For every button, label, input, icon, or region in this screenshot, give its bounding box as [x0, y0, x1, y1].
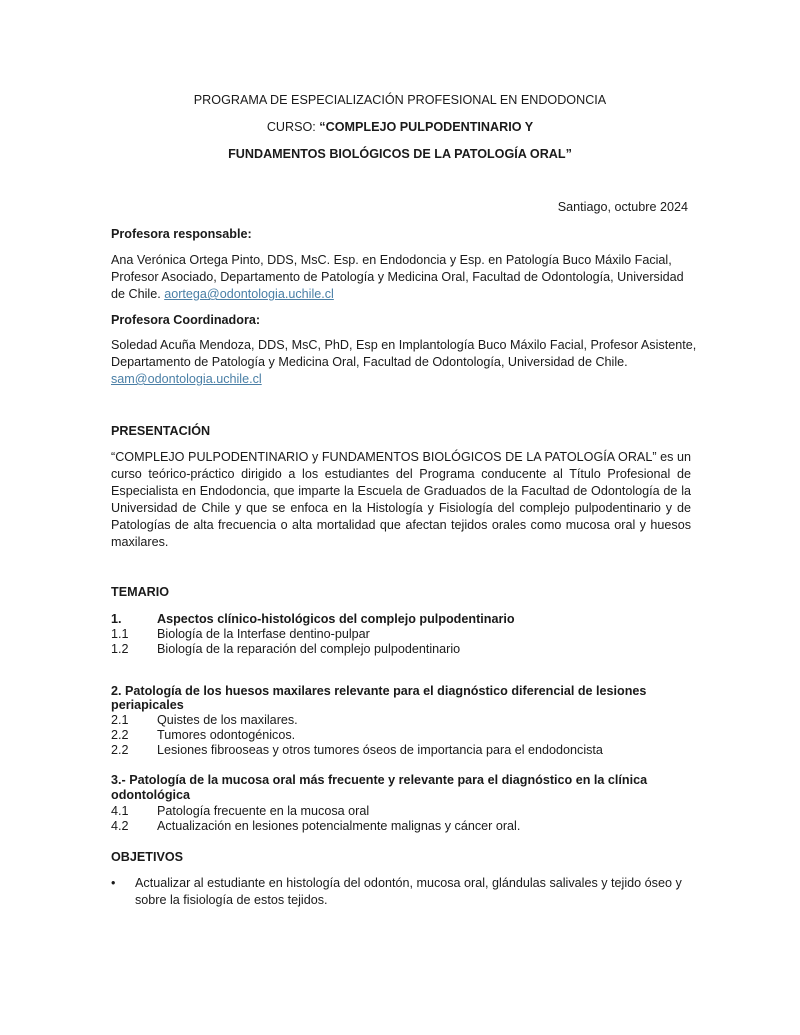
objetivo-text: Actualizar al estudiante en histología del odontón, mucosa oral, glándulas salivales y tejido óseo y sobre la fisiología de estos tejidos.	[135, 876, 682, 907]
item-number: 4.2	[111, 819, 129, 833]
course-name-part1: “COMPLEJO PULPODENTINARIO Y	[319, 120, 534, 134]
document-date: Santiago, octubre 2024	[557, 200, 688, 214]
temario-heading: TEMARIO	[111, 585, 170, 599]
section1-title-text: Aspectos clínico-histológicos del complejo pulpodentinario	[157, 612, 515, 626]
bullet-icon: •	[111, 876, 116, 890]
item-number: 2.1	[111, 713, 129, 727]
responsable-text: Ana Verónica Ortega Pinto, DDS, MsC. Esp. en Endodoncia y Esp. en Patología Buco Máxilo Facial, Profesor Asociado, Departamento de Patología y Medicina Oral, Facultad de Odontología, Universidad de Chile.	[111, 253, 684, 301]
presentacion-paragraph: “COMPLEJO PULPODENTINARIO y FUNDAMENTOS BIOLÓGICOS DE LA PATOLOGÍA ORAL” es un curso teórico-práctico dirigido a los estudiantes del Programa conducente al Título Profesional de Especialista en Endodoncia, que imparte la Escuela de Graduados de la Facultad de Odontología de la Universidad de Chile y que se enfoca en la Histología y Fisiología del complejo pulpodentinario y de Patologías de alta frecuencia o alta mortalidad que afectan tejidos orales como mucosa oral y huesos maxilares.	[111, 450, 691, 549]
responsable-heading: Profesora responsable:	[111, 227, 252, 241]
presentacion-heading: PRESENTACIÓN	[111, 424, 211, 438]
course-title-line1	[0, 119, 800, 136]
temario-section2-title-line1: 2. Patología de los huesos maxilares relevante para el diagnóstico diferencial de lesiones	[111, 684, 647, 698]
section1-number: 1.	[111, 612, 122, 626]
temario-section3-title-line2: odontológica	[111, 788, 191, 802]
temario-item	[111, 641, 701, 658]
coordinadora-email-link[interactable]: sam@odontologia.uchile.cl	[111, 372, 262, 386]
item-text: Patología frecuente en la mucosa oral	[157, 804, 370, 818]
program-title: PROGRAMA DE ESPECIALIZACIÓN PROFESIONAL EN ENDODONCIA	[193, 93, 607, 107]
coordinadora-text: Soledad Acuña Mendoza, DDS, MsC, PhD, Esp en Implantología Buco Máxilo Facial, Profesor Asistente, Departamento de Patología y Medicina Oral, Facultad de Odontología, Universidad de Chile.	[111, 338, 697, 369]
item-text: Biología de la reparación del complejo pulpodentinario	[157, 642, 461, 656]
coordinadora-heading: Profesora Coordinadora:	[111, 313, 261, 327]
temario-section2-title-line2: periapicales	[111, 698, 184, 712]
item-number: 1.2	[111, 642, 129, 656]
item-text: Actualización en lesiones potencialmente malignas y cáncer oral.	[157, 819, 521, 833]
item-number: 1.1	[111, 627, 129, 641]
item-text: Lesiones fibrooseas y otros tumores óseos de importancia para el endodoncista	[157, 743, 603, 757]
item-text: Biología de la Interfase dentino-pulpar	[157, 627, 370, 641]
item-number: 4.1	[111, 804, 129, 818]
objetivos-heading: OBJETIVOS	[111, 850, 184, 864]
responsable-email-link[interactable]: aortega@odontologia.uchile.cl	[164, 287, 334, 301]
temario-section3-title-line1: 3.- Patología de la mucosa oral más frecuente y relevante para el diagnóstico en la clínica	[111, 773, 648, 787]
temario-item	[111, 818, 701, 835]
course-title-line2: FUNDAMENTOS BIOLÓGICOS DE LA PATOLOGÍA ORAL”	[228, 147, 572, 161]
item-number: 2.2	[111, 728, 129, 742]
item-text: Tumores odontogénicos.	[157, 728, 296, 742]
responsable-paragraph	[111, 252, 697, 303]
course-prefix: CURSO:	[266, 120, 320, 134]
temario-item	[111, 742, 701, 759]
item-text: Quistes de los maxilares.	[157, 713, 298, 727]
coordinadora-paragraph	[111, 337, 697, 388]
item-number: 2.2	[111, 743, 129, 757]
